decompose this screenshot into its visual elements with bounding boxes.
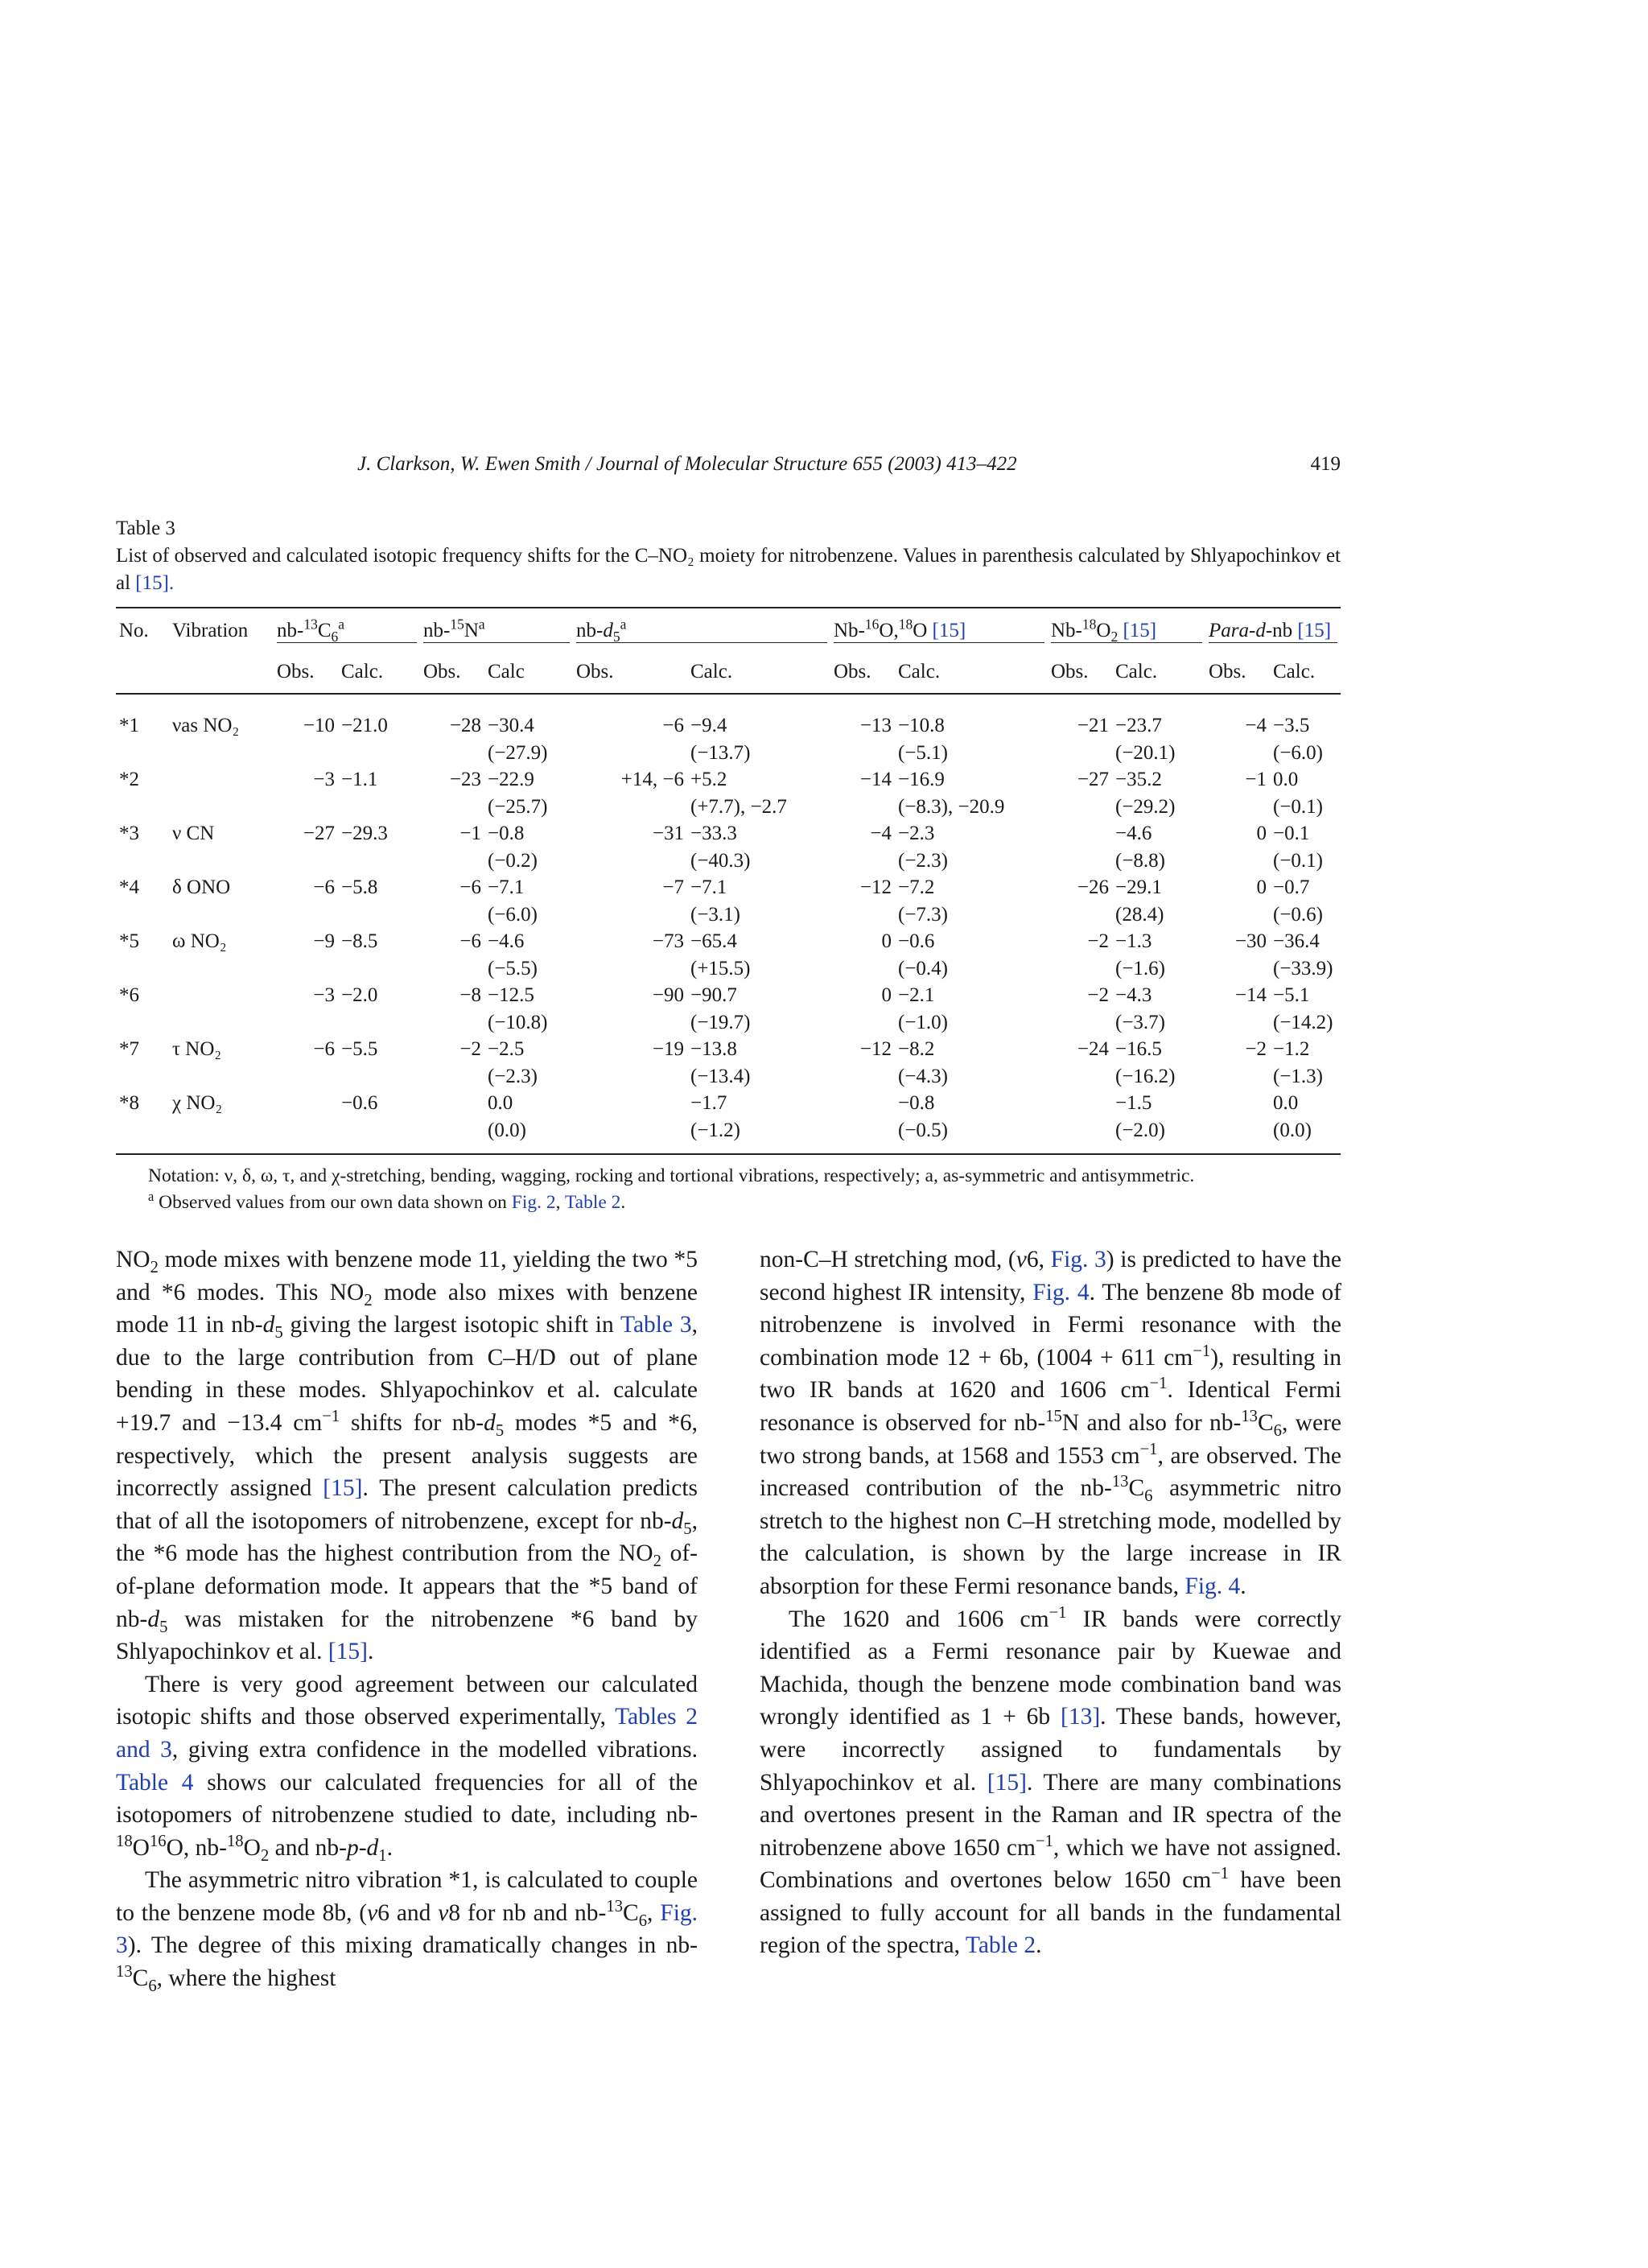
- table-cell: [830, 1063, 895, 1091]
- table-cell: (−0.5): [895, 1117, 1048, 1155]
- row-vibration: [169, 955, 274, 983]
- table-cell: −16.9: [898, 769, 945, 790]
- table-cell: [1205, 1009, 1270, 1037]
- table-cell: −13: [859, 715, 892, 736]
- table-cell: [420, 794, 484, 821]
- table-cell: [420, 1063, 484, 1091]
- table-cell: −0.8: [898, 1092, 935, 1114]
- table-cell: −10.8: [898, 715, 945, 736]
- table-cell: −2.0: [341, 984, 378, 1006]
- table-cell: −30.4: [488, 715, 534, 736]
- table-row: [116, 1117, 1341, 1155]
- table-row: [116, 794, 1341, 821]
- table-sub-header: [116, 649, 1341, 694]
- table-cell: [1048, 820, 1112, 847]
- page-number: 419: [1310, 453, 1341, 475]
- table-cell: −27: [1077, 769, 1109, 790]
- ref-link-table4[interactable]: Table 4: [116, 1769, 194, 1796]
- table-cell: −1.5: [1115, 1092, 1152, 1114]
- table-cell: −2.3: [898, 823, 935, 844]
- table-cell: −2.5: [488, 1038, 525, 1060]
- running-header: [116, 453, 1341, 485]
- ref-link-fig4[interactable]: Fig. 4: [1184, 1573, 1241, 1599]
- table-cell: [573, 1063, 687, 1091]
- table-cell: +5.2: [690, 769, 727, 790]
- table-cell: (−20.1): [1115, 741, 1176, 764]
- table-cell: [573, 794, 687, 821]
- table-cell: −3.5: [1273, 715, 1310, 736]
- footnote-a: $^a$ Observed values from our own data shown on Fig. 2, Table 2.: [148, 1189, 626, 1213]
- ref-link-15[interactable]: [15].: [135, 572, 175, 594]
- paragraph: The 1620 and 1606 $cm^{-1}$ IR bands were correctly identified as a Fermi resonance pair by Kuewae and Machida, though the benzene mode combination band was wrongly identified as 1 + 6b [13]. These bands, however, were incorrectly assigned to fundamentals by Shlyapochinkov et al. [15]. There are many combinations and overtones present in the Raman and IR spectra of the nitrobenzene above 1650 $cm^{-1}$, which we have not assigned. Combinations and overtones below 1650 $cm^{-1}$ have been assigned to fully account for all bands in the fundamental region of the spectra, Table 2.: [760, 1603, 1342, 1959]
- group-13c6: $nb-^{13}C_6^a$: [277, 620, 417, 643]
- table-cell: −23: [449, 769, 481, 790]
- table-cell: (−0.4): [898, 957, 948, 979]
- table-cell: [420, 955, 484, 983]
- table-cell: [420, 1090, 484, 1117]
- row-number: [116, 740, 169, 767]
- table-cell: −22.9: [488, 769, 534, 790]
- table-cell: −6: [313, 876, 335, 898]
- table-cell: (−1.0): [898, 1011, 948, 1033]
- table-cell: [338, 1009, 420, 1037]
- table-cell: −90.7: [690, 984, 737, 1006]
- table-cell: (−3.7): [1115, 1011, 1165, 1033]
- table-cell: [338, 794, 420, 821]
- table-cell: [1048, 1009, 1112, 1037]
- col-calc: Calc.: [895, 649, 1048, 694]
- row-number: *5: [119, 930, 139, 952]
- table-row: [116, 955, 1341, 983]
- table-cell: [830, 847, 895, 875]
- col-calc: Calc.: [338, 649, 420, 694]
- table-cell: −7.2: [898, 876, 935, 898]
- table-row: [116, 1009, 1341, 1037]
- table-cell: [274, 1009, 338, 1037]
- table-cell: [1048, 1090, 1112, 1117]
- table-cell: −21: [1077, 715, 1109, 736]
- table-cell: −7: [662, 876, 684, 898]
- isotopic-shift-table: [116, 607, 1341, 1155]
- ref-link-15[interactable]: [15]: [1123, 620, 1157, 641]
- table-cell: −1: [1245, 769, 1267, 790]
- table-cell: [573, 740, 687, 767]
- table-cell: −12: [859, 876, 892, 898]
- table-cell: −13.8: [690, 1038, 737, 1060]
- table-cell: −1: [459, 823, 481, 844]
- table-cell: (−5.1): [898, 741, 948, 764]
- table-cell: [420, 1009, 484, 1037]
- table-cell: (0.0): [1270, 1117, 1341, 1155]
- table-cell: [830, 1117, 895, 1155]
- group-15n: $nb-^{15}N^a$: [423, 620, 570, 643]
- table-cell: −9: [313, 930, 335, 952]
- table-cell: −16.5: [1115, 1038, 1162, 1060]
- table-3: [116, 515, 1341, 1216]
- table-cell: (−13.4): [690, 1065, 751, 1087]
- table-cell: [573, 1009, 687, 1037]
- table-cell: (−2.3): [488, 1065, 538, 1087]
- table-cell: −29.1: [1115, 876, 1162, 898]
- table-cell: −90: [652, 984, 684, 1006]
- paragraph: There is very good agreement between our calculated isotopic shifts and those observed experimentally, Tables 2 and 3, giving extra confidence in the modelled vibrations. Table 4 shows our calculated frequencies for all of the isotopomers of nitrobenzene studied to date, including $nb-^{18}O^{16}O$, $nb-^{18}O_2$ and $nb-p-d_1$.: [116, 1671, 698, 1865]
- table-cell: [1205, 740, 1270, 767]
- table-cell: [274, 901, 338, 929]
- table-cell: −6: [459, 876, 481, 898]
- row-vibration: [169, 1009, 274, 1037]
- table-cell: −5.8: [341, 876, 378, 898]
- table-cell: −12.5: [488, 984, 534, 1006]
- col-obs: Obs.: [420, 649, 484, 694]
- ref-link-fig3[interactable]: Fig. 3: [1050, 1247, 1106, 1272]
- table-cell: [830, 1090, 895, 1117]
- table-cell: [1205, 794, 1270, 821]
- row-number: *8: [119, 1092, 139, 1114]
- table-cell: [1205, 847, 1270, 875]
- table-cell: (−2.0): [1112, 1117, 1205, 1155]
- table-cell: −30: [1234, 930, 1267, 952]
- row-number: [116, 955, 169, 983]
- ref-link-15[interactable]: [15]: [932, 620, 966, 641]
- table-label: Table 3: [116, 518, 175, 539]
- table-caption: [116, 515, 1341, 597]
- row-number: [116, 1009, 169, 1037]
- col-calc: Calc.: [1112, 649, 1205, 694]
- table-cell: −8: [459, 984, 481, 1006]
- group-16o18o: Nb-$^{16}$O,$^{18}$O [15]: [834, 620, 1044, 643]
- ref-link-15[interactable]: [15]: [328, 1639, 368, 1665]
- col-obs: Obs.: [274, 649, 338, 694]
- table-cell: −6: [459, 930, 481, 952]
- table-cell: [1048, 955, 1112, 983]
- table-cell: 0.0: [488, 1092, 513, 1114]
- row-vibration: νas NO₂: [172, 715, 240, 736]
- table-cell: −8.5: [341, 930, 378, 952]
- table-cell: −19: [652, 1038, 684, 1060]
- table-cell: −3: [313, 984, 335, 1006]
- table-cell: [573, 955, 687, 983]
- table-cell: −2: [1087, 984, 1109, 1006]
- row-vibration: ν CN: [172, 823, 215, 844]
- row-number: [116, 1117, 169, 1155]
- table-cell: [1048, 740, 1112, 767]
- table-cell: (−8.8): [1115, 849, 1165, 872]
- row-number: *3: [119, 823, 139, 844]
- table-cell: (−13.7): [690, 741, 751, 764]
- row-number: *4: [119, 876, 139, 898]
- table-cell: 0: [881, 984, 892, 1006]
- table-cell: −5.5: [341, 1038, 378, 1060]
- journal-citation: J. Clarkson, W. Ewen Smith / Journal of Molecular Structure 655 (2003) 413–422: [357, 453, 1017, 475]
- table-body: [116, 694, 1341, 1154]
- table-cell: (−0.1): [1273, 849, 1323, 872]
- table-cell: (−19.7): [690, 1011, 751, 1033]
- table-cell: [573, 901, 687, 929]
- table-cell: (−25.7): [488, 795, 548, 818]
- table-cell: −0.1: [1273, 823, 1310, 844]
- ref-link-table3[interactable]: Table 3: [620, 1312, 692, 1338]
- table-cell: −8.2: [898, 1038, 935, 1060]
- paragraph: non-C–H stretching mod, (ν6, Fig. 3) is predicted to have the second highest IR intensity, Fig. 4. The benzene 8b mode of nitrobenzene is involved in Fermi resonance with the combination mode 12 + 6b, (1004 + 611 $cm^{-1}$), resulting in two IR bands at 1620 and 1606 $cm^{-1}$. Identical Fermi resonance is observed for nb-$^{15}$N and also for $nb-^{13}C_6$, were two strong bands, at 1568 and 1553 $cm^{-1}$, are observed. The increased contribution of the $nb-^{13}C_6$ asymmetric nitro stretch to the highest non C–H stretching mode, modelled by the calculation, is shown by the large increase in IR absorption for these Fermi resonance bands, Fig. 4.: [760, 1247, 1342, 1599]
- table-cell: 0: [1256, 823, 1267, 844]
- table-cell: (−1.6): [1115, 957, 1165, 979]
- group-d5: $nb-d_5^a$: [576, 620, 827, 643]
- table-cell: −73: [652, 930, 684, 952]
- table-cell: −10: [303, 715, 335, 736]
- table-cell: −1.3: [1115, 930, 1152, 952]
- table-cell: −4: [870, 823, 892, 844]
- row-number: *7: [119, 1038, 139, 1060]
- table-cell: 0.0: [1273, 1092, 1299, 1114]
- table-row: [116, 901, 1341, 929]
- table-cell: [1048, 1063, 1112, 1091]
- table-cell: −9.4: [690, 715, 727, 736]
- table-cell: −1.2: [1273, 1038, 1310, 1060]
- table-cell: [338, 740, 420, 767]
- row-vibration: [169, 901, 274, 929]
- table-cell: [274, 794, 338, 821]
- col-obs: Obs.: [1205, 649, 1270, 694]
- table-cell: [830, 901, 895, 929]
- table-cell: [420, 1117, 484, 1155]
- table-cell: [1048, 901, 1112, 929]
- table-cell: (−27.9): [488, 741, 548, 764]
- table-cell: [338, 1117, 420, 1155]
- table-row: [116, 766, 1341, 794]
- table-cell: [338, 901, 420, 929]
- table-cell: −6: [662, 715, 684, 736]
- table-cell: [1048, 847, 1112, 875]
- row-number: *2: [119, 769, 139, 790]
- table-cell: (−0.1): [1273, 795, 1323, 818]
- left-column: [116, 1243, 698, 1995]
- row-number: [116, 847, 169, 875]
- row-vibration: [169, 766, 274, 794]
- table-row: [116, 740, 1341, 767]
- table-cell: (+15.5): [690, 957, 751, 979]
- table-cell: [573, 1117, 687, 1155]
- table-cell: [830, 740, 895, 767]
- row-vibration: ω NO₂: [172, 930, 227, 952]
- table-cell: −2: [1087, 930, 1109, 952]
- row-vibration: [169, 1063, 274, 1091]
- table-cell: [274, 955, 338, 983]
- table-cell: −4.6: [1115, 823, 1152, 844]
- ref-link-fig4[interactable]: Fig. 4: [1032, 1279, 1090, 1305]
- paragraph: The asymmetric nitro vibration *1, is calculated to couple to the benzene mode 8b, (ν6 and ν8 for nb and $nb-^{13}C_6$, Fig. 3). The degree of this mixing dramatically changes in $nb-^{13}C_6$, where the highest: [116, 1867, 698, 1995]
- table-cell: (−29.2): [1115, 795, 1176, 818]
- table-cell: −12: [859, 1038, 892, 1060]
- table-cell: (−0.2): [488, 849, 538, 872]
- paragraph: $NO_2$ mode mixes with benzene mode 11, yielding the two *5 and *6 modes. This $NO_2$ mode also mixes with benzene mode 11 in $nb-d_5$ giving the largest isotopic shift in Table 3, due to the large contribution from C–H/D out of plane bending in these modes. Shlyapochinkov et al. calculate +19.7 and −13.4 $cm^{-1}$ shifts for $nb-d_5$ modes *5 and *6, respectively, which the present analysis suggests are incorrectly assigned [15]. The present calculation predicts that of all the isotopomers of nitrobenzene, except for $nb-d_5$, the *6 mode has the highest contribution from the $NO_2$ of-of-plane deformation mode. It appears that the *5 band of $nb-d_5$ was mistaken for the nitrobenzene *6 band by Shlyapochinkov et al. [15].: [116, 1247, 698, 1665]
- row-vibration: [169, 847, 274, 875]
- table-cell: [830, 794, 895, 821]
- table-cell: −27: [303, 823, 335, 844]
- table-cell: −28: [449, 715, 481, 736]
- row-vibration: χ NO₂: [172, 1092, 223, 1114]
- table-row: [116, 1036, 1341, 1063]
- table-cell: [274, 1090, 338, 1117]
- table-cell: −2: [1245, 1038, 1267, 1060]
- table-cell: −14: [859, 769, 892, 790]
- table-row: [116, 694, 1341, 740]
- table-group-header: [116, 608, 1341, 649]
- table-cell: −2: [459, 1038, 481, 1060]
- row-number: [116, 1063, 169, 1091]
- ref-link-table2[interactable]: Table 2: [965, 1932, 1036, 1959]
- row-vibration: [169, 1117, 274, 1155]
- table-cell: −65.4: [690, 930, 737, 952]
- table-cell: −26: [1077, 876, 1109, 898]
- ref-link-table2[interactable]: Table 2: [564, 1192, 621, 1213]
- table-cell: −23.7: [1115, 715, 1162, 736]
- table-cell: −31: [652, 823, 684, 844]
- table-cell: −4: [1245, 715, 1267, 736]
- table-cell: (−1.2): [687, 1117, 830, 1155]
- table-cell: −7.1: [690, 876, 727, 898]
- table-cell: +14, −6: [620, 769, 684, 790]
- ref-link-tables23[interactable]: Tables 2 and 3: [116, 1704, 698, 1763]
- ref-link-fig2[interactable]: Fig. 2: [511, 1192, 556, 1213]
- row-vibration: τ NO₂: [172, 1038, 222, 1060]
- row-vibration: [169, 794, 274, 821]
- table-cell: (−5.5): [488, 957, 538, 979]
- ref-link-15[interactable]: [15]: [323, 1475, 363, 1502]
- table-cell: −6: [313, 1038, 335, 1060]
- group-para-d: Para-d-nb [15]: [1209, 620, 1337, 643]
- table-cell: −33.3: [690, 823, 737, 844]
- row-vibration: [169, 740, 274, 767]
- right-column: [760, 1243, 1341, 1962]
- table-cell: [338, 955, 420, 983]
- table-notes: [116, 1163, 1341, 1216]
- col-calc: Calc.: [1270, 649, 1341, 694]
- table-row: [116, 928, 1341, 955]
- table-cell: [573, 847, 687, 875]
- table-cell: [1048, 1117, 1112, 1155]
- table-cell: [830, 1009, 895, 1037]
- table-cell: −1.7: [690, 1092, 727, 1114]
- row-vibration: δ ONO: [172, 876, 231, 898]
- table-cell: (−10.8): [488, 1011, 548, 1033]
- ref-link-fig3[interactable]: Fig. 3: [116, 1899, 698, 1959]
- col-obs: Obs.: [830, 649, 895, 694]
- row-vibration: [169, 982, 274, 1009]
- table-row: [116, 874, 1341, 901]
- row-number: [116, 901, 169, 929]
- table-cell: −0.6: [341, 1092, 378, 1114]
- ref-link-15[interactable]: [15]: [1297, 620, 1332, 641]
- col-calc: Calc.: [687, 649, 830, 694]
- group-18o2: $Nb-^{18}O_2$ [15]: [1051, 620, 1202, 643]
- table-cell: [1205, 901, 1270, 929]
- col-obs: Obs.: [573, 649, 687, 694]
- table-cell: (−2.3): [898, 849, 948, 872]
- table-cell: 0.0: [1273, 769, 1299, 790]
- table-cell: (−33.9): [1273, 957, 1333, 979]
- table-cell: [830, 955, 895, 983]
- row-number: *6: [119, 984, 139, 1006]
- table-cell: (−4.3): [898, 1065, 948, 1087]
- table-cell: −0.6: [898, 930, 935, 952]
- table-cell: (−6.0): [488, 903, 538, 926]
- table-cell: (−3.1): [690, 903, 740, 926]
- caption-text: List of observed and calculated isotopic frequency shifts for the C–NO₂ moiety for nitrobenzene. Values in parenthesis calculated by Shlyapochinkov et al: [116, 545, 1341, 594]
- table-cell: −36.4: [1273, 930, 1320, 952]
- notation-note: Notation: ν, δ, ω, τ, and χ-stretching, bending, wagging, rocking and tortional vibrations, respectively; a, as-symmetric and antisymmetric.: [148, 1165, 1195, 1186]
- ref-link-13[interactable]: [13]: [1061, 1704, 1101, 1730]
- table-cell: (−14.2): [1273, 1011, 1333, 1033]
- table-cell: [420, 740, 484, 767]
- table-cell: (−0.6): [1273, 903, 1323, 926]
- table-cell: (−7.3): [898, 903, 948, 926]
- col-obs: Obs.: [1048, 649, 1112, 694]
- table-cell: [338, 1063, 420, 1091]
- table-cell: −3: [313, 769, 335, 790]
- table-cell: [274, 1117, 338, 1155]
- table-row: [116, 847, 1341, 875]
- table-cell: [1205, 955, 1270, 983]
- table-cell: [1205, 1117, 1270, 1155]
- table-cell: (0.0): [484, 1117, 573, 1155]
- table-cell: (−6.0): [1273, 741, 1323, 764]
- table-cell: −1.1: [341, 769, 378, 790]
- table-cell: (+7.7), −2.7: [690, 795, 787, 818]
- table-cell: [274, 740, 338, 767]
- table-cell: 0: [881, 930, 892, 952]
- table-cell: [573, 1090, 687, 1117]
- table-cell: −7.1: [488, 876, 525, 898]
- ref-link-15[interactable]: [15]: [987, 1769, 1027, 1796]
- row-number: [116, 794, 169, 821]
- table-cell: [1205, 1063, 1270, 1091]
- table-row: [116, 982, 1341, 1009]
- table-cell: [274, 1063, 338, 1091]
- row-number: *1: [119, 715, 139, 736]
- table-cell: −29.3: [341, 823, 388, 844]
- table-cell: −4.6: [488, 930, 525, 952]
- table-cell: 0: [1256, 876, 1267, 898]
- table-cell: −21.0: [341, 715, 388, 736]
- table-cell: −14: [1234, 984, 1267, 1006]
- col-calc: Calc: [484, 649, 573, 694]
- table-cell: (−40.3): [690, 849, 751, 872]
- table-row: [116, 820, 1341, 847]
- table-row: [116, 1090, 1341, 1117]
- table-cell: −2.1: [898, 984, 935, 1006]
- table-cell: −4.3: [1115, 984, 1152, 1006]
- col-vibration: Vibration: [169, 608, 274, 649]
- table-cell: [420, 901, 484, 929]
- table-cell: [1048, 794, 1112, 821]
- col-no: No.: [116, 608, 169, 649]
- table-cell: −35.2: [1115, 769, 1162, 790]
- table-cell: −0.7: [1273, 876, 1310, 898]
- table-cell: [1205, 1090, 1270, 1117]
- table-cell: −5.1: [1273, 984, 1310, 1006]
- table-cell: (−16.2): [1115, 1065, 1176, 1087]
- table-cell: (−8.3), −20.9: [898, 795, 1005, 818]
- table-cell: [420, 847, 484, 875]
- table-cell: (−1.3): [1273, 1065, 1323, 1087]
- table-row: [116, 1063, 1341, 1091]
- table-cell: [274, 847, 338, 875]
- table-cell: (28.4): [1115, 903, 1164, 926]
- table-cell: [338, 847, 420, 875]
- table-cell: −24: [1077, 1038, 1109, 1060]
- table-cell: −0.8: [488, 823, 525, 844]
